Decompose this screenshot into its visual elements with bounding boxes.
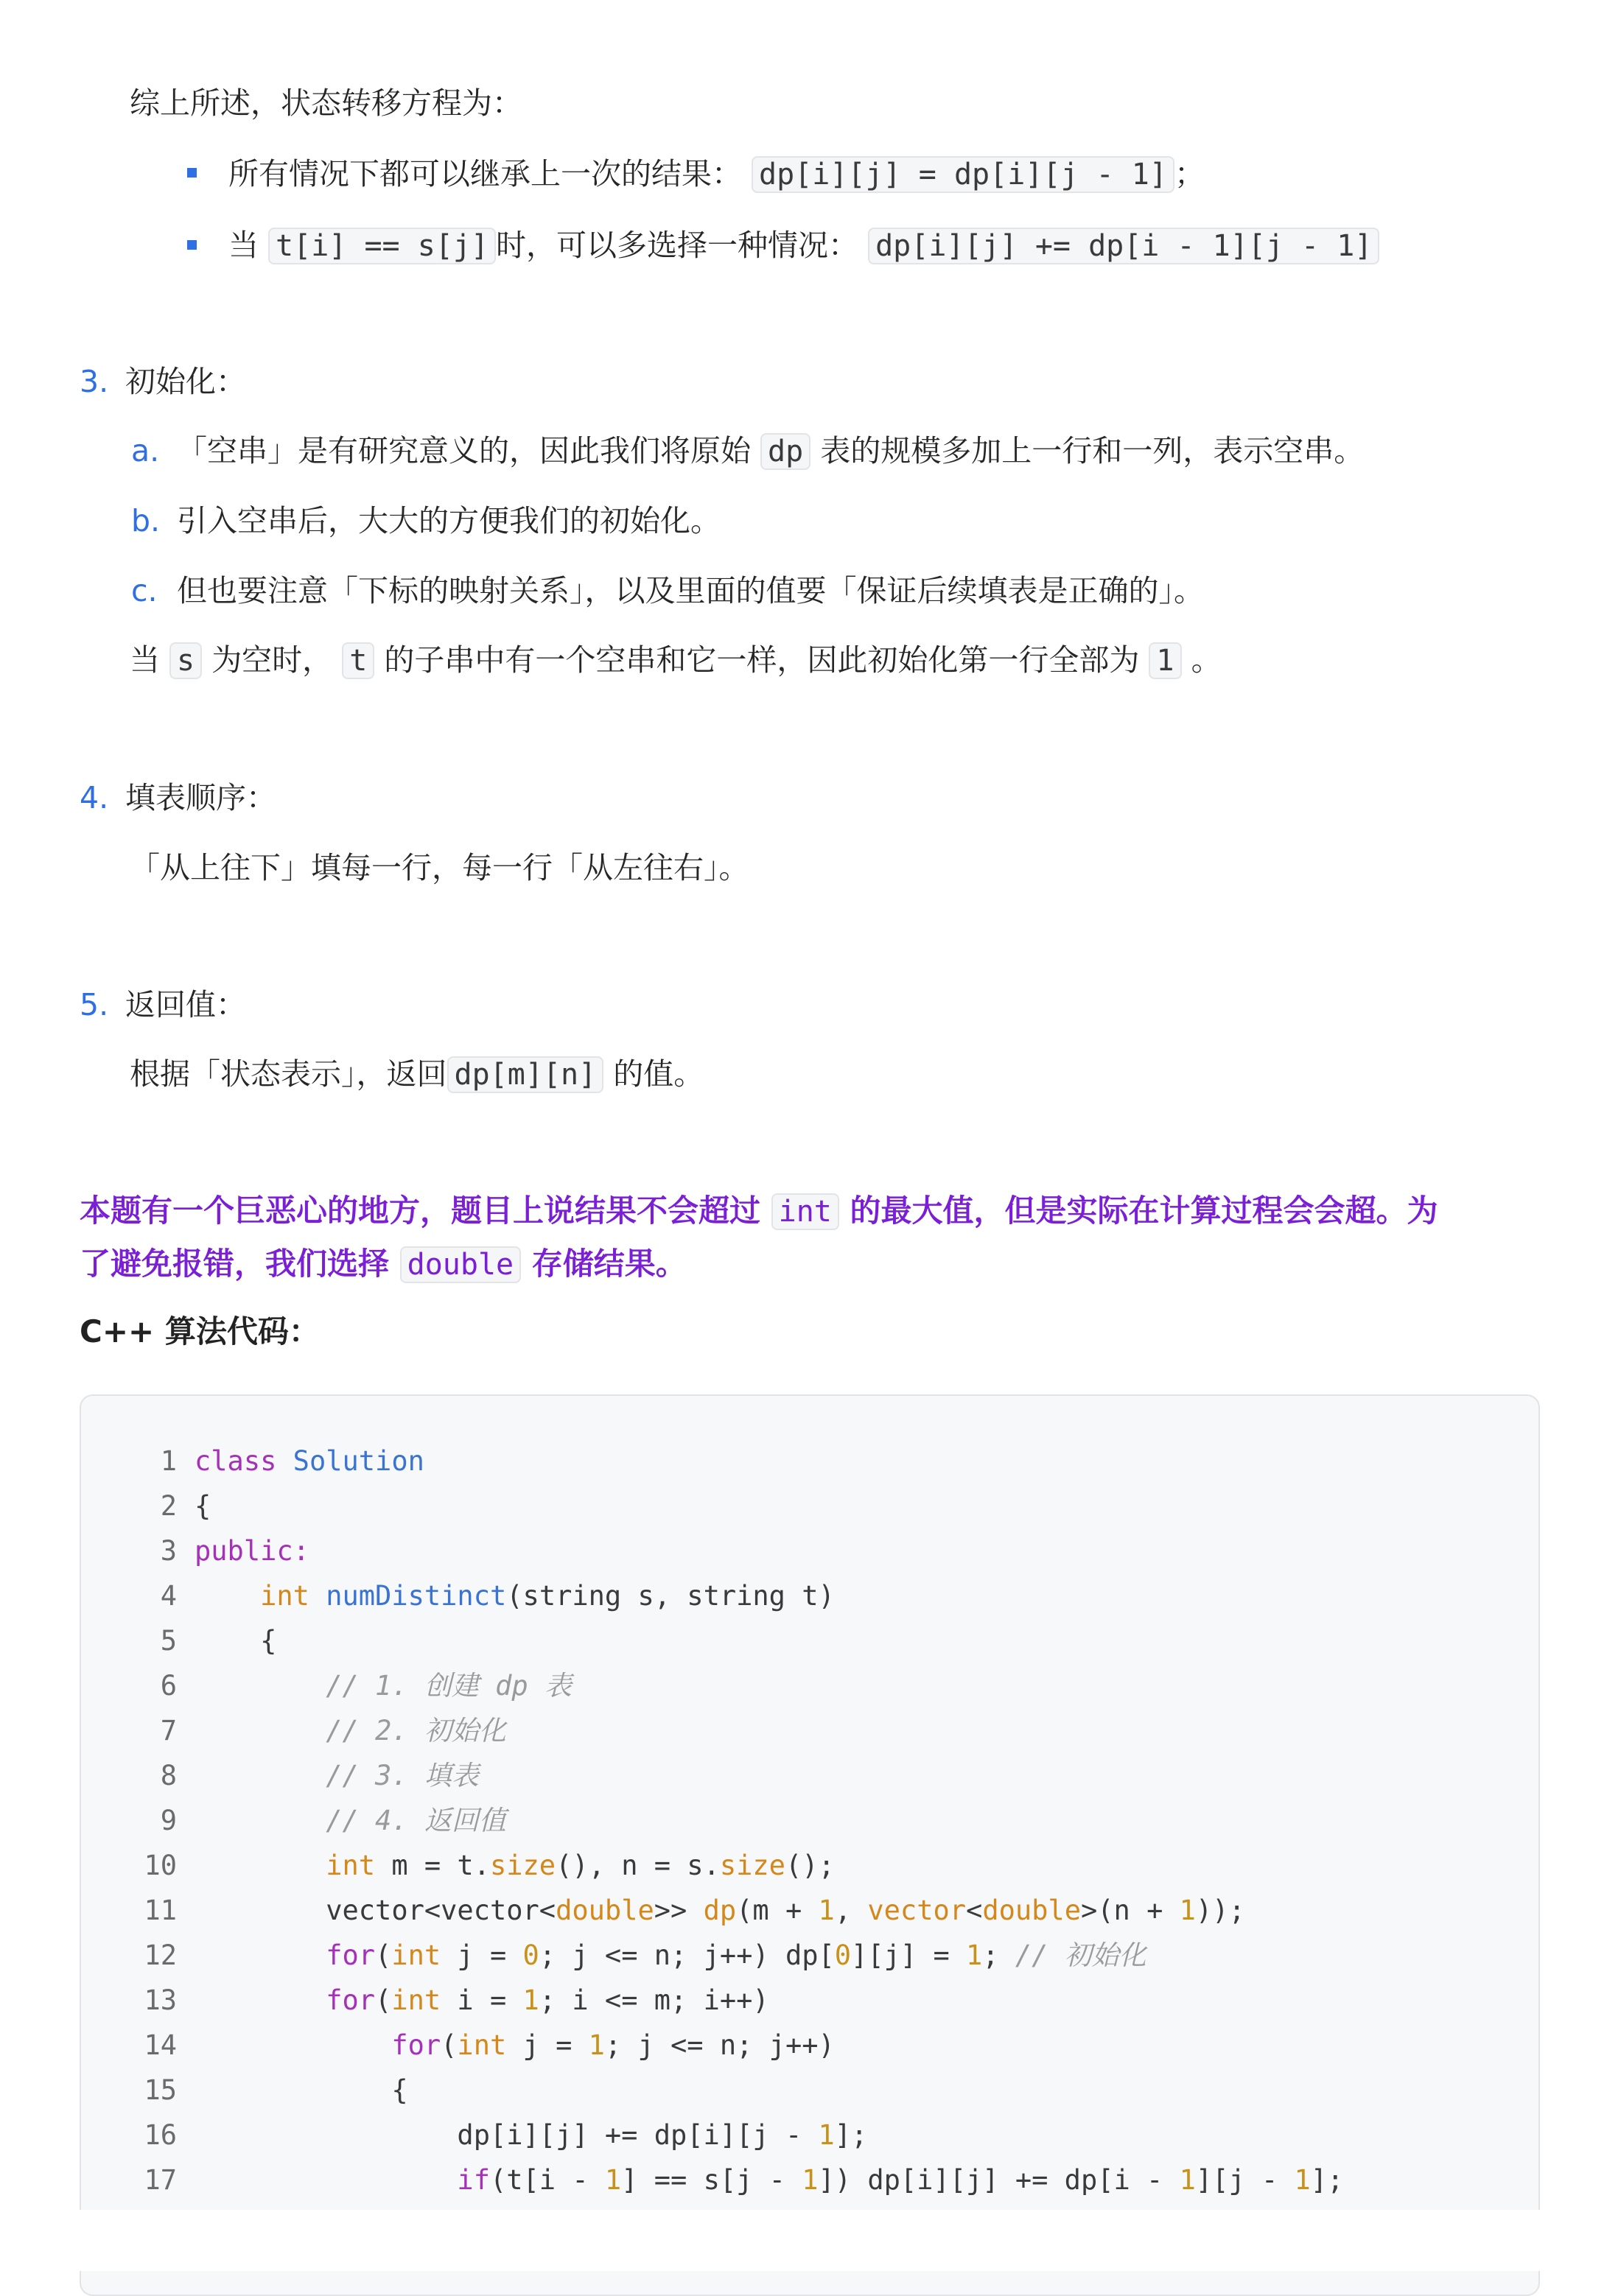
- code-line: 16 dp[i][j] += dp[i][j - 1];: [144, 2119, 868, 2151]
- inline-code: s: [169, 642, 202, 679]
- step-3-item-a: a. 「空串」是有研究意义的，因此我们将原始 dp 表的规模多加上一行和一列，表示空串。: [131, 433, 1365, 468]
- code-line: 13 for(int i = 1; i <= m; i++): [144, 1984, 769, 2016]
- code-line: 2 {: [160, 1490, 211, 1522]
- step-3-item-c: c. 但也要注意「下标的映射关系」，以及里面的值要「保证后续填表是正确的」。: [131, 573, 1204, 608]
- warning-line-2: 了避免报错，我们选择 double 存储结果。: [80, 1246, 687, 1282]
- code-line: 17 if(t[i - 1] == s[j - 1]) dp[i][j] += dp[i - 1][j - 1];: [144, 2164, 1344, 2196]
- step-3-heading: 3. 初始化：: [80, 364, 246, 399]
- code-line: 6 // 1. 创建 dp 表: [160, 1670, 572, 1702]
- inline-code: 1: [1149, 642, 1181, 679]
- code-line: 11 vector<vector<double>> dp(m + 1, vector<double>(n + 1));: [144, 1895, 1245, 1926]
- code-line: 1 class Solution: [160, 1445, 424, 1477]
- bullet-square-icon: [187, 168, 197, 178]
- summary-bullet-1: 所有情况下都可以继承上一次的结果： dp[i][j] = dp[i][j - 1] ；: [228, 156, 1205, 192]
- step-4-text: 「从上往下」填每一行，每一行「从左往右」。: [130, 850, 749, 885]
- code-line: 10 int m = t.size(), n = s.size();: [144, 1850, 835, 1881]
- bullet-square-icon: [187, 240, 197, 250]
- inline-code: dp[m][n]: [447, 1056, 604, 1093]
- code-line: 12 for(int j = 0; j <= n; j++) dp[0][j] = 1; // 初始化: [144, 1939, 1146, 1971]
- step-3-item-b: b. 引入空串后，大大的方便我们的初始化。: [131, 503, 721, 538]
- inline-code: t[i] == s[j]: [268, 228, 496, 264]
- code-line: 5 {: [160, 1625, 277, 1657]
- step-5-heading: 5. 返回值：: [80, 987, 246, 1022]
- code-line: 14 for(int j = 1; j <= n; j++): [144, 2029, 835, 2061]
- inline-code: dp[i][j] += dp[i - 1][j - 1]: [868, 228, 1379, 264]
- code-heading: C++ 算法代码：: [80, 1313, 320, 1349]
- page-bottom-cutoff: [0, 2210, 1607, 2271]
- code-line: 15 {: [144, 2074, 408, 2106]
- inline-code: dp: [760, 433, 810, 470]
- inline-code: dp[i][j] = dp[i][j - 1]: [752, 156, 1174, 193]
- code-line: 4 int numDistinct(string s, string t): [160, 1580, 835, 1612]
- step-5-text: 根据「状态表示」，返回 dp[m][n] 的值。: [130, 1056, 704, 1092]
- inline-code: int: [771, 1193, 839, 1230]
- step-4-heading: 4. 填表顺序：: [80, 780, 276, 815]
- code-line: 8 // 3. 填表: [160, 1760, 479, 1791]
- warning-line-1: 本题有一个巨恶心的地方，题目上说结果不会超过 int 的最大值，但是实际在计算过程会会超。为: [80, 1193, 1438, 1229]
- inline-code: double: [400, 1246, 522, 1283]
- inline-code: t: [342, 642, 374, 679]
- code-line: 7 // 2. 初始化: [160, 1715, 506, 1746]
- code-block: [80, 1394, 1540, 2296]
- code-line: 3 public:: [160, 1535, 309, 1567]
- summary-intro: 综上所述，状态转移方程为：: [130, 85, 522, 121]
- step-3-note: 当 s 为空时， t 的子串中有一个空串和它一样，因此初始化第一行全部为 1 。: [130, 642, 1222, 678]
- code-line: 9 // 4. 返回值: [160, 1805, 506, 1836]
- summary-bullet-2: 当 t[i] == s[j] 时，可以多选择一种情况： dp[i][j] += dp[i - 1][j - 1]: [228, 223, 1379, 268]
